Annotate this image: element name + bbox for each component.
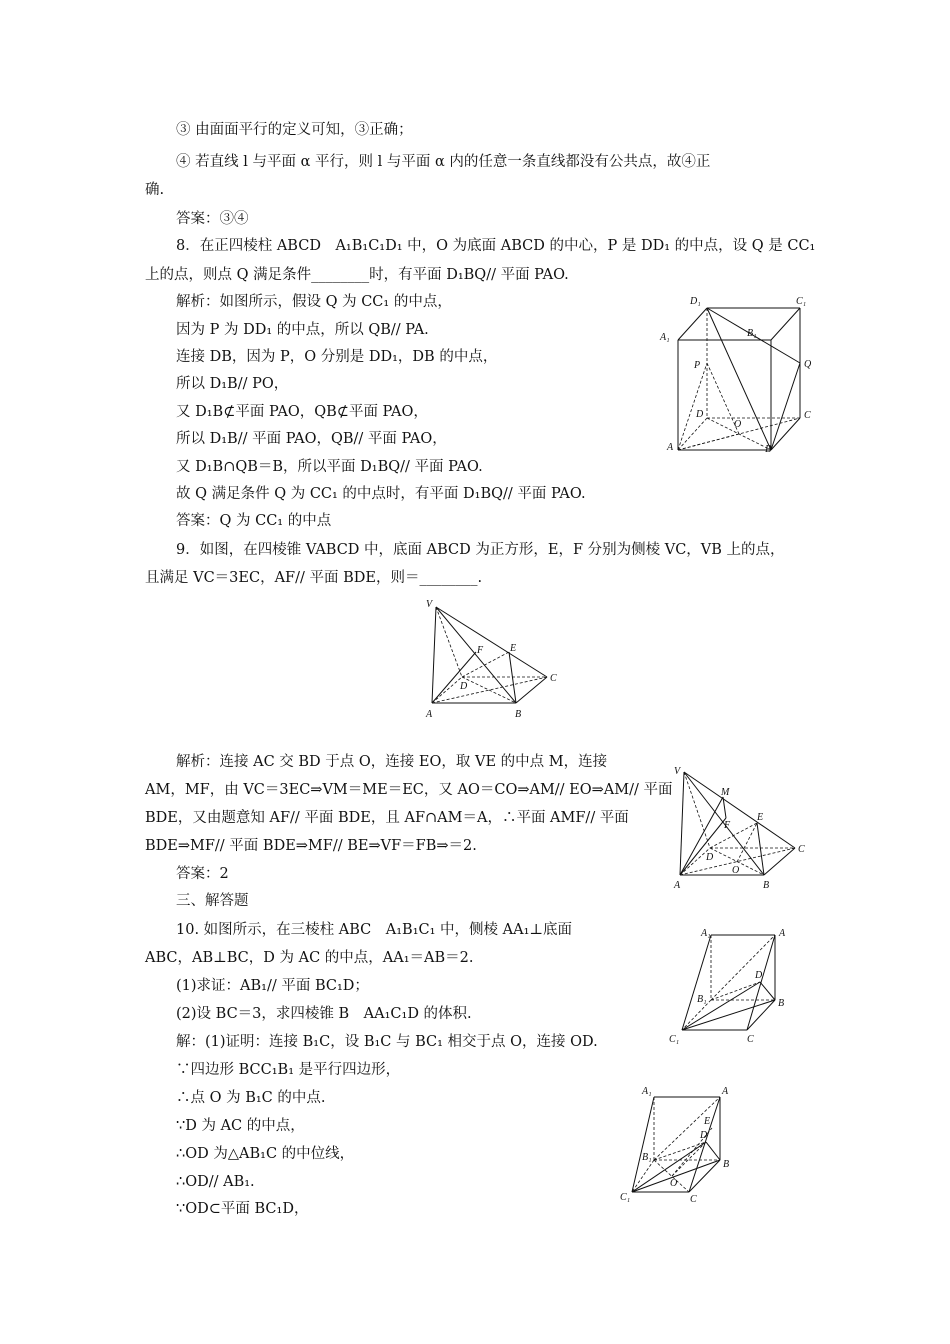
vertex-label: B₁	[747, 328, 757, 339]
text-line: ∵OD⊂平面 BC₁D，	[176, 1201, 309, 1217]
answer-line: 答案：③④	[176, 211, 249, 227]
triangular-prism-figure	[663, 920, 813, 1055]
text-line: ∴OD// AB₁.	[176, 1174, 255, 1190]
section-heading: 三、解答题	[176, 893, 249, 909]
vertex-label: B₁	[697, 994, 707, 1005]
vertex-label: V	[674, 766, 681, 777]
vertex-label: F	[724, 820, 731, 831]
vertex-label: A	[667, 442, 674, 453]
pyramid-figure	[420, 595, 570, 725]
vertex-label: M	[721, 787, 730, 798]
text-line: 连接 DB，因为 P，O 分别是 DD₁，DB 的中点，	[176, 349, 498, 365]
vertex-label: V	[426, 599, 433, 610]
vertex-label: D₁	[690, 296, 701, 307]
text-line: (2)设 BC＝3，求四棱锥 B AA₁C₁D 的体积.	[176, 1006, 472, 1022]
vertex-label: A₁	[660, 332, 670, 343]
text-line: 解析：连接 AC 交 BD 于点 O，连接 EO，取 VE 的中点 M，连接	[176, 754, 608, 770]
vertex-label: C	[798, 844, 805, 855]
vertex-label: D	[706, 852, 714, 863]
vertex-label: C₁	[669, 1034, 680, 1045]
text-line: BDE，又由题意知 AF// 平面 BDE，且 AF∩AM＝A，∴平面 AMF// 平面	[145, 810, 629, 826]
vertex-label: B	[765, 444, 772, 455]
vertex-label: D	[755, 970, 763, 981]
vertex-label: A	[722, 1086, 729, 1097]
pyramid-solution-figure	[668, 760, 818, 895]
vertex-label: C₁	[796, 296, 807, 307]
vertex-label: B	[763, 880, 770, 891]
vertex-label: A	[426, 709, 433, 720]
triangular-prism-solution-figure	[614, 1080, 764, 1215]
question-line: 9．如图，在四棱锥 VABCD 中，底面 ABCD 为正方形，E，F 分别为侧棱 VC，VB 上的点，	[176, 542, 785, 558]
text-line: ④ 若直线 l 与平面 α 平行，则 l 与平面 α 内的任意一条直线都没有公共点，故④正	[176, 154, 711, 170]
text-line: ∴点 O 为 B₁C 的中点.	[176, 1090, 326, 1106]
text-line: 解析：如图所示，假设 Q 为 CC₁ 的中点，	[176, 294, 452, 310]
text-line: (1)求证：AB₁// 平面 BC₁D；	[176, 978, 369, 994]
question-line: 上的点，则点 Q 满足条件________时，有平面 D₁BQ// 平面 PAO.	[145, 267, 569, 283]
question-line: 且满足 VC＝3EC，AF// 平面 BDE，则＝________.	[145, 570, 483, 586]
text-line: 所以 D₁B// 平面 PAO，QB// 平面 PAO，	[176, 431, 447, 447]
vertex-label: E	[704, 1116, 711, 1127]
vertex-label: P	[694, 360, 701, 371]
vertex-label: O	[732, 865, 740, 876]
text-line: ∵D 为 AC 的中点，	[176, 1118, 305, 1134]
vertex-label: A	[779, 928, 786, 939]
vertex-label: C	[747, 1034, 754, 1045]
text-line: 又 D₁B∩QB＝B，所以平面 D₁BQ// 平面 PAO.	[176, 459, 483, 475]
text-line: 解：(1)证明：连接 B₁C，设 B₁C 与 BC₁ 相交于点 O，连接 OD.	[176, 1034, 598, 1050]
text-line: AM，MF，由 VC＝3EC⇒VM＝ME＝EC，又 AO＝CO⇒AM// EO⇒AM// 平面	[145, 782, 673, 798]
vertex-label: C	[690, 1194, 697, 1205]
prism-figure	[650, 290, 820, 465]
vertex-label: C₁	[620, 1192, 631, 1203]
vertex-label: F	[477, 645, 484, 656]
vertex-label: B	[723, 1159, 730, 1170]
vertex-label: D	[696, 409, 704, 420]
text-line: 又 D₁B⊄平面 PAO，QB⊄平面 PAO，	[176, 404, 428, 420]
vertex-label: B	[515, 709, 522, 720]
vertex-label: O	[734, 419, 742, 430]
vertex-label: C	[550, 673, 557, 684]
vertex-label: A₁	[701, 928, 711, 939]
answer-line: 答案：2	[176, 866, 229, 882]
text-line: 因为 P 为 DD₁ 的中点，所以 QB// PA.	[176, 322, 429, 338]
text-line: ③ 由面面平行的定义可知，③正确；	[176, 122, 413, 138]
text-line: ∴OD 为△AB₁C 的中位线，	[176, 1146, 355, 1162]
text-line: BDE⇒MF// 平面 BDE⇒MF// BE⇒VF＝FB⇒＝2.	[145, 838, 477, 854]
vertex-label: Q	[804, 359, 812, 370]
question-line: 10. 如图所示，在三棱柱 ABC A₁B₁C₁ 中，侧棱 AA₁⊥底面	[176, 922, 573, 938]
vertex-label: E	[757, 812, 764, 823]
vertex-label: E	[510, 643, 517, 654]
vertex-label: O	[670, 1178, 678, 1189]
answer-line: 答案：Q 为 CC₁ 的中点	[176, 513, 332, 529]
text-line: 确.	[145, 182, 165, 198]
vertex-label: A₁	[642, 1086, 652, 1097]
vertex-label: B₁	[642, 1152, 652, 1163]
vertex-label: B	[778, 998, 785, 1009]
vertex-label: A	[674, 880, 681, 891]
vertex-label: D	[700, 1130, 708, 1141]
question-line: ABC，AB⊥BC，D 为 AC 的中点，AA₁＝AB＝2.	[145, 950, 474, 966]
text-line: 故 Q 满足条件 Q 为 CC₁ 的中点时，有平面 D₁BQ// 平面 PAO.	[176, 486, 586, 502]
vertex-label: C	[804, 410, 811, 421]
text-line: ∵四边形 BCC₁B₁ 是平行四边形，	[176, 1062, 401, 1078]
text-line: 所以 D₁B// PO，	[176, 376, 289, 392]
vertex-label: D	[460, 681, 468, 692]
question-line: 8．在正四棱柱 ABCD A₁B₁C₁D₁ 中，O 为底面 ABCD 的中心，P 是 DD₁ 的中点，设 Q 是 CC₁	[176, 238, 816, 254]
